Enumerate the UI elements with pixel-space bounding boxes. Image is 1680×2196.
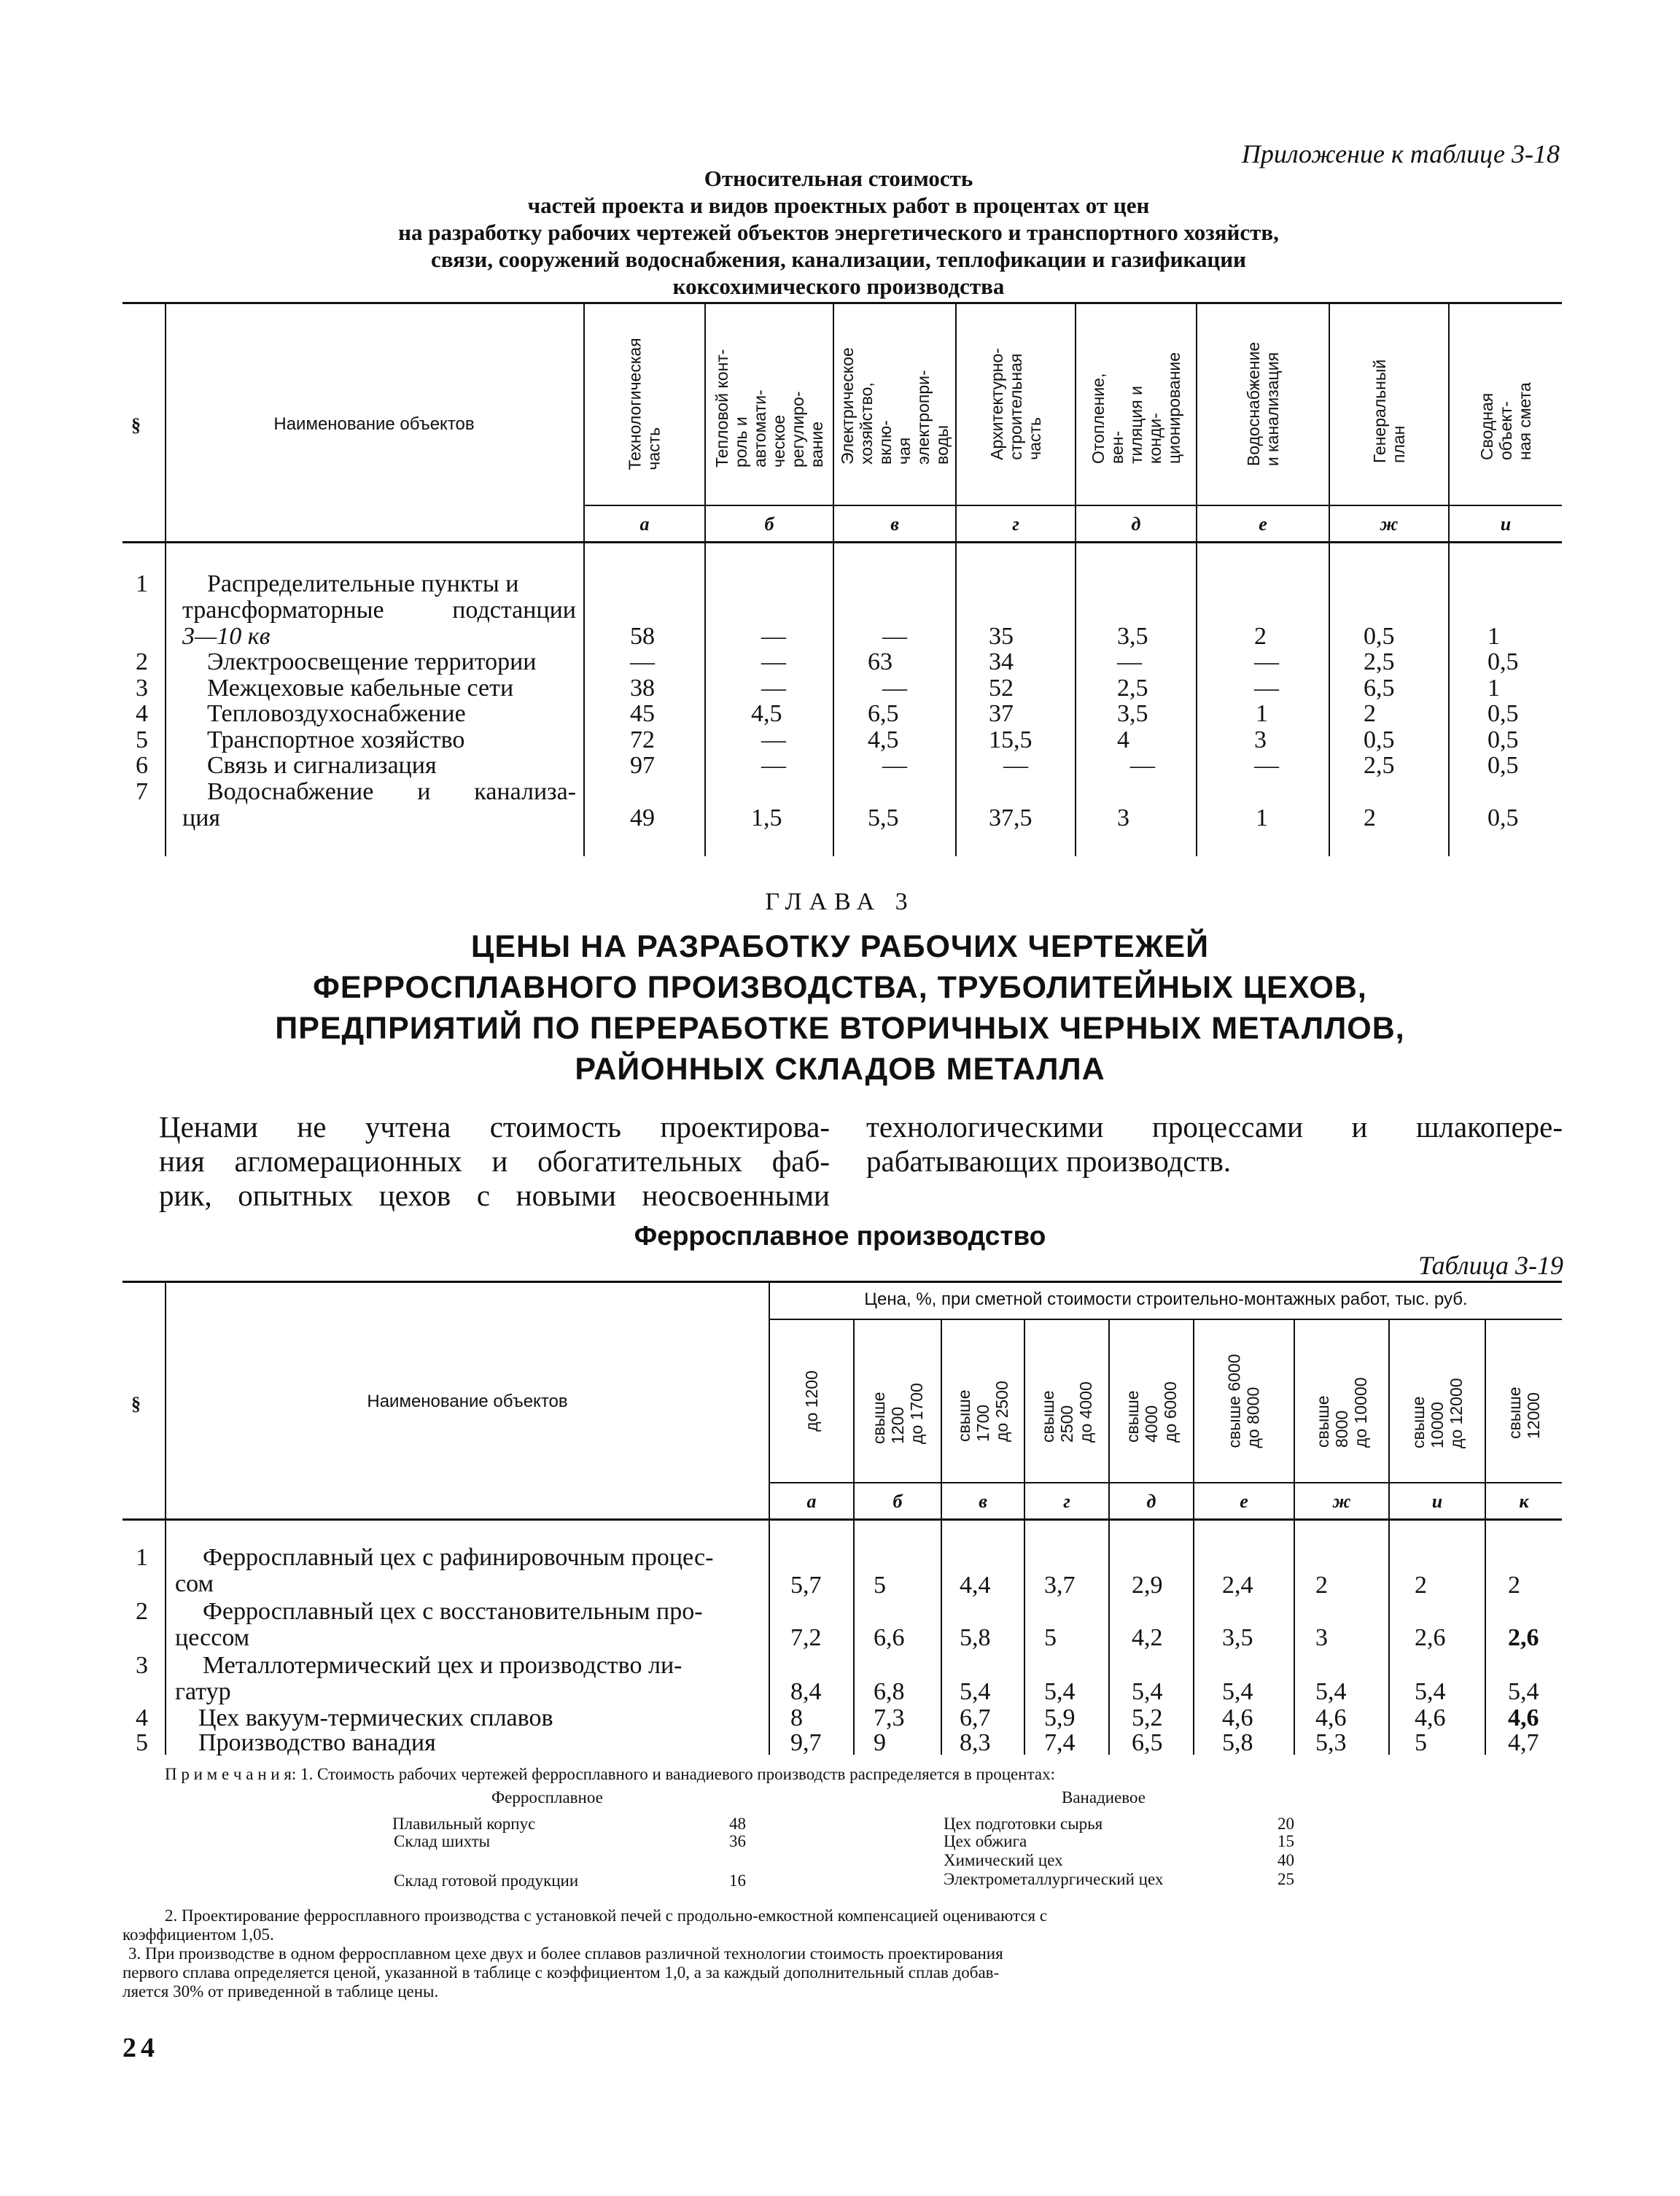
table2-col-letter: ж bbox=[1332, 1491, 1351, 1512]
title-line: Относительная стоимость bbox=[704, 166, 973, 191]
list-item-value: 40 bbox=[1278, 1851, 1294, 1869]
cell: — bbox=[761, 648, 786, 675]
cell: 4,6 bbox=[1222, 1704, 1253, 1731]
cell: 2,4 bbox=[1222, 1572, 1253, 1599]
cell: 6,7 bbox=[960, 1704, 991, 1731]
chapter-title-line: ПРЕДПРИЯТИЙ ПО ПЕРЕРАБОТКЕ ВТОРИЧНЫХ ЧЕРНЫХ МЕТАЛЛОВ, bbox=[275, 1011, 1405, 1046]
table2-col-num-header: § bbox=[131, 1393, 141, 1414]
row-number: 3 bbox=[136, 1652, 148, 1679]
cell: 58 bbox=[630, 623, 655, 650]
list-item-value: 20 bbox=[1278, 1815, 1294, 1833]
cell: 6,5 bbox=[868, 700, 899, 727]
cell: — bbox=[761, 675, 786, 702]
cell: 2,5 bbox=[1364, 648, 1395, 675]
cell: 2 bbox=[1364, 804, 1376, 831]
cell: 2,6 bbox=[1415, 1624, 1446, 1651]
cell: 9,7 bbox=[790, 1729, 822, 1756]
table2-col-header-k: свыше 12000 bbox=[1505, 1386, 1543, 1439]
cell: 5 bbox=[874, 1572, 886, 1599]
chapter-title-line: РАЙОННЫХ СКЛАДОВ МЕТАЛЛА bbox=[575, 1052, 1105, 1087]
cell: 0,5 bbox=[1488, 726, 1519, 753]
cell: 5,9 bbox=[1044, 1704, 1076, 1731]
table2-col-header-a: до 1200 bbox=[802, 1370, 821, 1432]
title-line: коксохимического производства bbox=[672, 273, 1005, 299]
table2-col-letter: а bbox=[806, 1491, 817, 1512]
table2-col-letter: е bbox=[1240, 1491, 1248, 1512]
cell: 1,5 bbox=[751, 804, 782, 831]
row-name: Связь и сигнализация bbox=[207, 752, 437, 779]
table1-col-header-v: Электрическое хозяйство, вклю- чая электропри- воды bbox=[838, 347, 952, 465]
table1-col-letter: б bbox=[764, 513, 774, 535]
cell: 0,5 bbox=[1488, 648, 1519, 675]
row-name: Распределительные пункты и трансформаторные подстанции 3—10 кв bbox=[182, 570, 576, 650]
table2-col-letter: в bbox=[979, 1491, 987, 1512]
cell: 5,4 bbox=[1044, 1678, 1076, 1705]
table2-col-header-e: свыше 6000 до 8000 bbox=[1225, 1354, 1263, 1448]
row-number: 1 bbox=[136, 1544, 148, 1571]
cell: 0,5 bbox=[1364, 726, 1395, 753]
table1-col-letter: г bbox=[1012, 513, 1019, 535]
cell: 5,3 bbox=[1315, 1729, 1347, 1756]
table2-col-letter: к bbox=[1519, 1491, 1529, 1512]
cell: 0,5 bbox=[1364, 623, 1395, 650]
cell: 2 bbox=[1364, 700, 1376, 727]
table2-col-letter: г bbox=[1063, 1491, 1070, 1512]
title-line: частей проекта и видов проектных работ в процентах от цен bbox=[527, 193, 1150, 218]
cell: 2,9 bbox=[1132, 1572, 1163, 1599]
cell: 3,5 bbox=[1117, 623, 1148, 650]
cell: 2 bbox=[1315, 1572, 1328, 1599]
cell: 35 bbox=[989, 623, 1014, 650]
cell: 2,5 bbox=[1364, 752, 1395, 779]
list-item-label: Химический цех bbox=[944, 1851, 1063, 1869]
note-2: 2. Проектирование ферросплавного производства с установкой печей с продольно-емкостной компенсацией оцениваются с коэффициентом 1,05. bbox=[122, 1906, 1048, 1944]
row-number: 6 bbox=[136, 752, 148, 779]
cell: 6,5 bbox=[1132, 1729, 1163, 1756]
cell: 52 bbox=[989, 675, 1014, 702]
title-line: связи, сооружений водоснабжения, канализации, теплофикации и газификации bbox=[431, 247, 1246, 272]
list-item-value: 48 bbox=[729, 1815, 746, 1833]
row-number: 1 bbox=[136, 570, 148, 597]
intro-paragraph-left: Ценами не учтена стоимость проектирова- ния агломерационных и обогатительных фаб- рик, опытных цехов с новыми неосвоенными bbox=[159, 1110, 830, 1212]
table2-col-header-i: свыше 10000 до 12000 bbox=[1409, 1378, 1466, 1448]
cell: 8,4 bbox=[790, 1678, 822, 1705]
table1-col-letter: д bbox=[1131, 513, 1141, 535]
table1-col-name-header: Наименование объектов bbox=[273, 414, 475, 434]
cell: 5 bbox=[1415, 1729, 1427, 1756]
cell: 7,3 bbox=[874, 1704, 905, 1731]
cell: — bbox=[1130, 752, 1155, 779]
row-number: 4 bbox=[136, 1704, 148, 1731]
cell: — bbox=[630, 648, 655, 675]
cell: 0,5 bbox=[1488, 804, 1519, 831]
table1-col-header-g: Архитектурно- строительная часть bbox=[987, 348, 1044, 460]
cell: 5,8 bbox=[1222, 1729, 1253, 1756]
row-name: Электроосвещение территории bbox=[207, 648, 537, 675]
row-name: Цех вакуум-термических сплавов bbox=[198, 1704, 553, 1731]
cell: 4,6 bbox=[1315, 1704, 1347, 1731]
list-item-label: Склад готовой продукции bbox=[394, 1871, 579, 1890]
table2-price-header: Цена, %, при сметной стоимости строительно-монтажных работ, тыс. руб. bbox=[864, 1289, 1468, 1309]
cell: 5,4 bbox=[1315, 1678, 1347, 1705]
row-number: 7 bbox=[136, 778, 148, 805]
table1-col-letter: и bbox=[1500, 513, 1512, 535]
note-1: П р и м е ч а н и я: 1. Стоимость рабочих чертежей ферросплавного и ванадиевого производств распределяется в процентах: bbox=[165, 1765, 1055, 1783]
cell: 9 bbox=[874, 1729, 886, 1756]
cell: 34 bbox=[989, 648, 1014, 675]
list-item-label: Плавильный корпус bbox=[392, 1815, 536, 1833]
cell: 2 bbox=[1415, 1572, 1427, 1599]
chapter-title-line: ЦЕНЫ НА РАЗРАБОТКУ РАБОЧИХ ЧЕРТЕЖЕЙ bbox=[470, 929, 1210, 964]
chapter-label: ГЛАВА 3 bbox=[765, 888, 915, 915]
cell: 5,4 bbox=[1132, 1678, 1163, 1705]
table1-col-header-e: Водоснабжение и канализация bbox=[1243, 341, 1282, 467]
cell: 4,2 bbox=[1132, 1624, 1163, 1651]
cell: — bbox=[882, 752, 907, 779]
table1-col-num-header: § bbox=[131, 414, 141, 435]
cell: — bbox=[1254, 648, 1279, 675]
list-item-value: 16 bbox=[729, 1871, 746, 1890]
chapter-title bbox=[0, 926, 1680, 1090]
cell: 63 bbox=[868, 648, 892, 675]
table2-caption: Таблица 3-19 bbox=[1418, 1251, 1563, 1280]
row-name: Транспортное хозяйство bbox=[207, 726, 465, 753]
table1-col-header-d: Отопление, вен- тиляция и конди- ционирование bbox=[1089, 352, 1183, 464]
cell: 4,5 bbox=[751, 700, 782, 727]
cell: 15,5 bbox=[989, 726, 1032, 753]
row-name: Ферросплавный цех с рафинировочным процес- сом bbox=[175, 1544, 714, 1597]
table1-col-header-zh: Генеральный план bbox=[1370, 359, 1408, 463]
cell: 45 bbox=[630, 700, 655, 727]
table1-col-letter: а bbox=[639, 513, 650, 535]
row-number: 2 bbox=[136, 1598, 148, 1625]
cell: 6,8 bbox=[874, 1678, 905, 1705]
cell: 1 bbox=[1488, 675, 1500, 702]
cell: 3 bbox=[1254, 726, 1267, 753]
cell: 3,7 bbox=[1044, 1572, 1076, 1599]
cell: 49 bbox=[630, 804, 655, 831]
title-line: на разработку рабочих чертежей объектов энергетического и транспортного хозяйств, bbox=[398, 220, 1279, 245]
cell: 5,4 bbox=[1415, 1678, 1446, 1705]
cell: 72 bbox=[630, 726, 655, 753]
table1-col-letter: в bbox=[890, 513, 899, 535]
cell: — bbox=[1003, 752, 1028, 779]
cell: 38 bbox=[630, 675, 655, 702]
table2-col-header-v: свыше 1700 до 2500 bbox=[954, 1381, 1011, 1442]
row-name: Водоснабжение и канализа- ция bbox=[182, 778, 576, 831]
list-item-label: Цех подготовки сырья bbox=[944, 1815, 1103, 1833]
table2-col-letter: б bbox=[892, 1491, 903, 1512]
page-number: 24 bbox=[122, 2033, 159, 2063]
cell: 5,4 bbox=[1508, 1678, 1539, 1705]
table2-col-letter: д bbox=[1146, 1491, 1156, 1512]
cell: 97 bbox=[630, 752, 655, 779]
table2-col-header-zh: свыше 8000 до 10000 bbox=[1313, 1377, 1370, 1448]
chapter-title-line: ФЕРРОСПЛАВНОГО ПРОИЗВОДСТВА, ТРУБОЛИТЕЙНЫХ ЦЕХОВ, bbox=[313, 970, 1367, 1005]
cell: — bbox=[1117, 648, 1142, 675]
cell: — bbox=[761, 752, 786, 779]
notes-right-title: Ванадиевое bbox=[1062, 1788, 1146, 1807]
row-name: Производство ванадия bbox=[198, 1729, 436, 1756]
cell: 2 bbox=[1508, 1572, 1520, 1599]
list-item-label: Склад шихты bbox=[394, 1832, 491, 1850]
cell: — bbox=[1254, 752, 1279, 779]
cell: 0,5 bbox=[1488, 752, 1519, 779]
cell: 8 bbox=[790, 1704, 803, 1731]
cell: 5 bbox=[1044, 1624, 1057, 1651]
table1-col-letter: е bbox=[1259, 513, 1267, 535]
cell: — bbox=[882, 623, 907, 650]
cell: 7,4 bbox=[1044, 1729, 1076, 1756]
cell: 5,5 bbox=[868, 804, 899, 831]
table2-col-letter: и bbox=[1431, 1491, 1443, 1512]
cell: 1 bbox=[1488, 623, 1500, 650]
table2-col-header-b: свыше 1200 до 1700 bbox=[869, 1383, 926, 1444]
cell: 2 bbox=[1254, 623, 1267, 650]
row-name: Ферросплавный цех с восстановительным про- цессом bbox=[175, 1598, 703, 1651]
appendix-label: Приложение к таблице 3-18 bbox=[1241, 139, 1560, 168]
list-item-value: 25 bbox=[1278, 1870, 1294, 1888]
cell: 4,4 bbox=[960, 1572, 991, 1599]
cell: 3 bbox=[1117, 804, 1129, 831]
cell: 4,6 bbox=[1508, 1704, 1539, 1731]
table2-col-header-d: свыше 4000 до 6000 bbox=[1123, 1381, 1180, 1443]
table1-title bbox=[277, 165, 1400, 300]
cell: 5,4 bbox=[1222, 1678, 1253, 1705]
table1-col-header-a: Технологическая часть bbox=[626, 338, 664, 470]
row-name: Межцеховые кабельные сети bbox=[207, 675, 514, 702]
list-item-value: 36 bbox=[729, 1832, 746, 1850]
row-name: Тепловоздухоснабжение bbox=[207, 700, 466, 727]
notes-left-title: Ферросплавное bbox=[491, 1788, 603, 1807]
cell: 1 bbox=[1256, 700, 1268, 727]
row-name: Металлотермический цех и производство ли- гатур bbox=[175, 1652, 682, 1705]
table2-col-header-g: свыше 2500 до 4000 bbox=[1038, 1381, 1095, 1443]
section-title: Ферросплавное производство bbox=[634, 1221, 1046, 1251]
cell: 2,5 bbox=[1117, 675, 1148, 702]
cell: 5,8 bbox=[960, 1624, 991, 1651]
table1-col-letter: ж bbox=[1380, 513, 1399, 535]
row-number: 3 bbox=[136, 675, 148, 702]
cell: 4,5 bbox=[868, 726, 899, 753]
list-item-label: Цех обжига bbox=[944, 1832, 1027, 1850]
row-number: 5 bbox=[136, 726, 148, 753]
cell: 7,2 bbox=[790, 1624, 822, 1651]
table1-col-header-i: Сводная объект- ная смета bbox=[1477, 382, 1534, 460]
list-item-value: 15 bbox=[1278, 1832, 1294, 1850]
table1-col-header-b: Тепловой конт- роль и автомати- ческое регулиро- вание bbox=[712, 349, 826, 467]
list-item-label: Электрометаллургический цех bbox=[944, 1870, 1164, 1888]
cell: — bbox=[1254, 675, 1279, 702]
cell: — bbox=[882, 675, 907, 702]
cell: 3,5 bbox=[1117, 700, 1148, 727]
cell: 2,6 bbox=[1508, 1624, 1539, 1651]
cell: 6,6 bbox=[874, 1624, 905, 1651]
cell: 5,2 bbox=[1132, 1704, 1163, 1731]
cell: 3,5 bbox=[1222, 1624, 1253, 1651]
table2-col-name-header: Наименование объектов bbox=[367, 1392, 568, 1411]
cell: 5,4 bbox=[960, 1678, 991, 1705]
cell: 5,7 bbox=[790, 1572, 822, 1599]
row-number: 5 bbox=[136, 1729, 148, 1756]
note-3: 3. При производстве в одном ферросплавном цехе двух и более сплавов различной технологии стоимость проектирования первого сплава определяется ценой, указанной в таблице с коэффициентом 1,0, а за каждый дополнительный сплав добав- ляется 30% от приведенной в таблице цены. bbox=[122, 1944, 1003, 2001]
cell: 0,5 bbox=[1488, 700, 1519, 727]
cell: 4,7 bbox=[1508, 1729, 1539, 1756]
cell: 4 bbox=[1117, 726, 1129, 753]
cell: 1 bbox=[1256, 804, 1268, 831]
cell: 6,5 bbox=[1364, 675, 1395, 702]
row-number: 4 bbox=[136, 700, 148, 727]
cell: 4,6 bbox=[1415, 1704, 1446, 1731]
intro-paragraph-right: технологическими процессами и шлакопере- рабатывающих производств. bbox=[866, 1110, 1563, 1178]
cell: 37 bbox=[989, 700, 1014, 727]
cell: 3 bbox=[1315, 1624, 1328, 1651]
cell: 8,3 bbox=[960, 1729, 991, 1756]
cell: — bbox=[761, 623, 786, 650]
cell: — bbox=[761, 726, 786, 753]
row-number: 2 bbox=[136, 648, 148, 675]
cell: 37,5 bbox=[989, 804, 1032, 831]
